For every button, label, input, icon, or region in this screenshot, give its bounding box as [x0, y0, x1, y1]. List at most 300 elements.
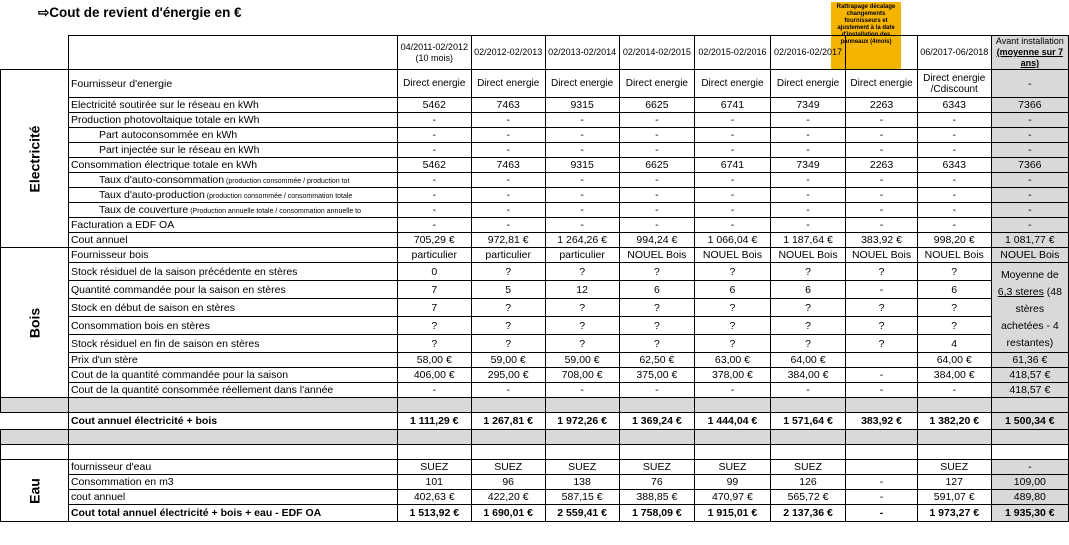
value-cell: 1 513,92 €	[397, 505, 471, 522]
table-row	[1, 413, 1069, 430]
spacer-cell	[917, 445, 991, 460]
table-row	[1, 158, 1069, 173]
value-cell: Direct energie	[846, 70, 917, 98]
value-cell: 1 187,64 €	[770, 233, 846, 248]
value-cell: -	[545, 188, 619, 203]
value-cell: particulier	[545, 248, 619, 263]
row-label: Stock résiduel en fin de saison en stères	[68, 335, 397, 353]
value-cell: 58,00 €	[397, 353, 471, 368]
period-header: 06/2017-06/2018	[917, 36, 991, 70]
value-cell: -	[695, 113, 771, 128]
row-label: Cout total annuel électricité + bois + eau - EDF OA	[68, 505, 397, 522]
value-cell: 2263	[846, 98, 917, 113]
row-label: Quantité commandée pour la saison en stères	[68, 281, 397, 299]
avg-cell: 418,57 €	[991, 383, 1068, 398]
corner-cell	[1, 36, 69, 70]
avg-cell: 61,36 €	[991, 353, 1068, 368]
table-row	[1, 203, 1069, 218]
value-cell: -	[770, 173, 846, 188]
value-cell: -	[917, 113, 991, 128]
value-cell: 406,00 €	[397, 368, 471, 383]
value-cell: -	[619, 143, 695, 158]
value-cell: 1 571,64 €	[770, 413, 846, 430]
row-label: Cout de la quantité consommée réellement dans l'année	[68, 383, 397, 398]
value-cell: SUEZ	[917, 460, 991, 475]
value-cell: 1 444,04 €	[695, 413, 771, 430]
spacer-cell	[770, 430, 846, 445]
spacer-cell	[397, 445, 471, 460]
section-label: Bois	[26, 307, 43, 338]
value-cell: 6741	[695, 158, 771, 173]
value-cell: 5462	[397, 158, 471, 173]
table-row	[1, 490, 1069, 505]
value-cell: 972,81 €	[471, 233, 545, 248]
value-cell: ?	[846, 317, 917, 335]
avg-cell: -	[991, 203, 1068, 218]
value-cell: -	[397, 203, 471, 218]
value-cell: -	[917, 188, 991, 203]
value-cell: SUEZ	[545, 460, 619, 475]
value-cell: 708,00 €	[545, 368, 619, 383]
row-label: Consommation bois en stères	[68, 317, 397, 335]
value-cell: 6	[917, 281, 991, 299]
spacer-cell	[471, 398, 545, 413]
value-cell: -	[770, 143, 846, 158]
avg-cell: -	[991, 188, 1068, 203]
spacer-cell	[545, 445, 619, 460]
value-cell: 6343	[917, 98, 991, 113]
value-cell: 1 972,26 €	[545, 413, 619, 430]
value-cell: -	[695, 203, 771, 218]
value-cell: -	[619, 383, 695, 398]
spacer-cell	[68, 430, 397, 445]
row-label	[68, 233, 397, 248]
value-cell: 2263	[846, 158, 917, 173]
value-cell: -	[695, 143, 771, 158]
value-cell: 7349	[770, 158, 846, 173]
value-cell: 998,20 €	[917, 233, 991, 248]
value-cell: -	[695, 218, 771, 233]
row-label-hint: (production consommée / production tot	[224, 178, 350, 185]
value-cell: ?	[770, 299, 846, 317]
spacer-cell	[619, 398, 695, 413]
value-cell: ?	[471, 299, 545, 317]
value-cell: -	[846, 505, 917, 522]
table-row	[1, 248, 1069, 263]
row-label	[68, 218, 397, 233]
spacer-cell	[619, 430, 695, 445]
row-label	[68, 203, 397, 218]
value-cell: 587,15 €	[545, 490, 619, 505]
avg-title: Avant installation	[995, 36, 1064, 46]
row-label	[68, 113, 397, 128]
value-cell: -	[846, 490, 917, 505]
value-cell: -	[846, 128, 917, 143]
spacer-cell	[917, 398, 991, 413]
value-cell: 64,00 €	[917, 353, 991, 368]
value-cell: 375,00 €	[619, 368, 695, 383]
value-cell: -	[846, 173, 917, 188]
table-row	[1, 460, 1069, 475]
value-cell: ?	[695, 335, 771, 353]
value-cell: 2 559,41 €	[545, 505, 619, 522]
value-cell: 1 690,01 €	[471, 505, 545, 522]
row-label	[68, 188, 397, 203]
value-cell: SUEZ	[770, 460, 846, 475]
table-row	[1, 430, 1069, 445]
table-row	[1, 233, 1069, 248]
value-cell: particulier	[397, 248, 471, 263]
period-header: 04/2011-02/2012 (10 mois)	[397, 36, 471, 70]
value-cell: 5	[471, 281, 545, 299]
row-label: Fournisseur d'energie	[68, 70, 397, 98]
value-cell: -	[619, 113, 695, 128]
value-cell: 138	[545, 475, 619, 490]
value-cell: -	[397, 173, 471, 188]
spacer-cell	[991, 398, 1068, 413]
spacer-cell	[695, 430, 771, 445]
value-cell: -	[397, 143, 471, 158]
value-cell: 0	[397, 263, 471, 281]
value-cell: -	[770, 218, 846, 233]
value-cell: 1 111,29 €	[397, 413, 471, 430]
value-cell: NOUEL Bois	[695, 248, 771, 263]
value-cell: 6	[695, 281, 771, 299]
row-label: Cout de la quantité commandée pour la saison	[68, 368, 397, 383]
value-cell: Direct energie	[397, 70, 471, 98]
value-cell: -	[770, 383, 846, 398]
spacer-cell	[1, 398, 69, 413]
value-cell: 99	[695, 475, 771, 490]
value-cell: -	[545, 128, 619, 143]
spacer-cell	[846, 430, 917, 445]
value-cell: -	[471, 203, 545, 218]
avg-merged-note	[991, 263, 1068, 353]
row-label-text: Taux d'auto-production	[98, 189, 205, 201]
value-cell: -	[917, 128, 991, 143]
table-row	[1, 299, 1069, 317]
avg-cell: 1 935,30 €	[991, 505, 1068, 522]
value-cell: 1 758,09 €	[619, 505, 695, 522]
value-cell: -	[917, 383, 991, 398]
value-cell: -	[397, 128, 471, 143]
value-cell: 6343	[917, 158, 991, 173]
table-row	[1, 353, 1069, 368]
value-cell: NOUEL Bois	[619, 248, 695, 263]
row-label-text: Taux d'auto-consommation	[98, 174, 225, 186]
value-cell: -	[545, 113, 619, 128]
value-cell: -	[545, 173, 619, 188]
page-title: ⇨Cout de revient d'énergie en €	[38, 5, 242, 20]
value-cell: ?	[695, 299, 771, 317]
spacer-cell	[397, 430, 471, 445]
value-cell: -	[846, 281, 917, 299]
spacer-cell	[770, 445, 846, 460]
value-cell: 378,00 €	[695, 368, 771, 383]
value-cell: 101	[397, 475, 471, 490]
value-cell: 4	[917, 335, 991, 353]
section-bois	[1, 248, 69, 398]
value-cell: 96	[471, 475, 545, 490]
row-label-text: Consommation électrique totale en kWh	[70, 159, 258, 171]
value-cell	[846, 460, 917, 475]
value-cell: 6625	[619, 158, 695, 173]
spacer-cell	[846, 445, 917, 460]
spacer-cell	[619, 445, 695, 460]
value-cell: 1 382,20 €	[917, 413, 991, 430]
value-cell: particulier	[471, 248, 545, 263]
value-cell: -	[545, 143, 619, 158]
avg-note-detail: (48 stères achetées - 4 restantes)	[1000, 286, 1062, 349]
value-cell: SUEZ	[397, 460, 471, 475]
row-label: Cout annuel électricité + bois	[68, 413, 397, 430]
avg-cell: 418,57 €	[991, 368, 1068, 383]
spacer-cell	[545, 430, 619, 445]
value-cell: ?	[917, 299, 991, 317]
value-cell: 7463	[471, 158, 545, 173]
value-cell: Direct energie	[545, 70, 619, 98]
value-cell: 6	[770, 281, 846, 299]
value-cell: -	[846, 383, 917, 398]
value-cell	[846, 353, 917, 368]
value-cell: 7349	[770, 98, 846, 113]
value-cell: -	[770, 128, 846, 143]
value-cell: 383,92 €	[846, 413, 917, 430]
spacer-cell	[1, 430, 69, 445]
value-cell: -	[545, 383, 619, 398]
section-eau	[1, 460, 69, 522]
value-cell: -	[846, 368, 917, 383]
value-cell: ?	[545, 263, 619, 281]
value-cell: -	[846, 203, 917, 218]
spacer-cell	[770, 398, 846, 413]
value-cell: ?	[397, 317, 471, 335]
value-cell: 9315	[545, 98, 619, 113]
value-cell: -	[917, 143, 991, 158]
value-cell: 12	[545, 281, 619, 299]
avg-cell: 7366	[991, 98, 1068, 113]
spacer-cell	[991, 430, 1068, 445]
avg-cell: -	[991, 143, 1068, 158]
value-cell: 1 915,01 €	[695, 505, 771, 522]
value-cell: 63,00 €	[695, 353, 771, 368]
value-cell: -	[471, 113, 545, 128]
period-header: 02/2014-02/2015	[619, 36, 695, 70]
value-cell: -	[695, 188, 771, 203]
row-label	[68, 128, 397, 143]
value-cell: 1 066,04 €	[695, 233, 771, 248]
value-cell: -	[397, 218, 471, 233]
value-cell: Direct energie	[695, 70, 771, 98]
value-cell: 388,85 €	[619, 490, 695, 505]
corner-cell	[1, 413, 69, 430]
table-row	[1, 368, 1069, 383]
value-cell: -	[471, 218, 545, 233]
value-cell: NOUEL Bois	[770, 248, 846, 263]
section-label: Electricité	[26, 125, 43, 192]
value-cell: 126	[770, 475, 846, 490]
spacer-cell	[68, 398, 397, 413]
row-label-text: Electricité soutirée sur le réseau en kWh	[70, 99, 259, 111]
avg-cell: -	[991, 173, 1068, 188]
avg-cell: -	[991, 460, 1068, 475]
avg-note-text: Moyenne de	[1000, 269, 1059, 281]
value-cell: Direct energie /Cdiscount	[917, 70, 991, 98]
value-cell: ?	[619, 317, 695, 335]
value-cell: SUEZ	[471, 460, 545, 475]
value-cell: -	[619, 173, 695, 188]
value-cell: 6741	[695, 98, 771, 113]
value-cell: 1 264,26 €	[545, 233, 619, 248]
value-cell: -	[917, 173, 991, 188]
value-cell: ?	[770, 335, 846, 353]
row-label: cout annuel	[68, 490, 397, 505]
adjustment-note: Rattrapage décalage changements fournisseurs et ajustement à la date d'installation des panneaux (4mois)	[831, 2, 901, 69]
value-cell: -	[695, 173, 771, 188]
value-cell: 59,00 €	[471, 353, 545, 368]
avg-cell: -	[991, 218, 1068, 233]
value-cell: -	[471, 188, 545, 203]
period-header: 02/2013-02/2014	[545, 36, 619, 70]
value-cell: ?	[846, 263, 917, 281]
value-cell: -	[695, 128, 771, 143]
value-cell: 76	[619, 475, 695, 490]
value-cell: -	[545, 218, 619, 233]
value-cell: 422,20 €	[471, 490, 545, 505]
value-cell: ?	[545, 299, 619, 317]
period-header: 02/2015-02/2016	[695, 36, 771, 70]
period-header	[846, 36, 917, 70]
value-cell: 705,29 €	[397, 233, 471, 248]
row-label-text: Part injectée sur le réseau en kWh	[98, 144, 260, 156]
value-cell: 7463	[471, 98, 545, 113]
table-row	[1, 383, 1069, 398]
avg-cell: -	[991, 113, 1068, 128]
value-cell: 295,00 €	[471, 368, 545, 383]
spacer-cell	[991, 445, 1068, 460]
avg-cell: -	[991, 70, 1068, 98]
row-label-hint: (Production annuelle totale / consommation annuelle to	[188, 208, 362, 215]
value-cell: -	[695, 383, 771, 398]
value-cell: -	[846, 218, 917, 233]
table-row	[1, 263, 1069, 281]
value-cell: 994,24 €	[619, 233, 695, 248]
table-row	[1, 317, 1069, 335]
avg-cell: 109,00	[991, 475, 1068, 490]
value-cell: -	[770, 113, 846, 128]
value-cell: Direct energie	[770, 70, 846, 98]
period-header: 02/2016-02/2017	[770, 36, 846, 70]
spacer-cell	[695, 445, 771, 460]
row-label: fournisseur d'eau	[68, 460, 397, 475]
table-row	[1, 445, 1069, 460]
value-cell: -	[471, 173, 545, 188]
value-cell: ?	[695, 317, 771, 335]
table-row	[1, 335, 1069, 353]
row-label: Fournisseur bois	[68, 248, 397, 263]
spacer-cell	[397, 398, 471, 413]
value-cell: ?	[619, 299, 695, 317]
table-row	[1, 281, 1069, 299]
value-cell: ?	[545, 335, 619, 353]
value-cell: 384,00 €	[770, 368, 846, 383]
row-label-text: Production photovoltaique totale en kWh	[70, 114, 260, 126]
table-row	[1, 398, 1069, 413]
section-electricite	[1, 70, 69, 248]
value-cell: ?	[471, 263, 545, 281]
value-cell: 402,63 €	[397, 490, 471, 505]
value-cell: 1 369,24 €	[619, 413, 695, 430]
value-cell: 62,50 €	[619, 353, 695, 368]
row-label: Stock résiduel de la saison précédente en stères	[68, 263, 397, 281]
table-row	[1, 70, 1069, 98]
value-cell: 470,97 €	[695, 490, 771, 505]
value-cell: -	[770, 203, 846, 218]
period-header: 02/2012-02/2013	[471, 36, 545, 70]
value-cell: -	[397, 188, 471, 203]
row-label	[68, 143, 397, 158]
value-cell: 6625	[619, 98, 695, 113]
value-cell: -	[471, 383, 545, 398]
spacer-cell	[846, 398, 917, 413]
value-cell: ?	[695, 263, 771, 281]
value-cell: 1 267,81 €	[471, 413, 545, 430]
value-cell: NOUEL Bois	[917, 248, 991, 263]
value-cell: -	[397, 383, 471, 398]
avg-cell: NOUEL Bois	[991, 248, 1068, 263]
value-cell: 7	[397, 281, 471, 299]
value-cell: ?	[917, 263, 991, 281]
spacer-cell	[1, 445, 69, 460]
row-label-text: Cout annuel	[70, 234, 128, 246]
value-cell: -	[545, 203, 619, 218]
avg-cell: 489,80	[991, 490, 1068, 505]
avg-cell: -	[991, 128, 1068, 143]
table-row	[1, 128, 1069, 143]
value-cell: -	[770, 188, 846, 203]
value-cell: 9315	[545, 158, 619, 173]
value-cell: 591,07 €	[917, 490, 991, 505]
value-cell: -	[471, 143, 545, 158]
table-row	[1, 98, 1069, 113]
value-cell: ?	[770, 317, 846, 335]
table-row	[1, 143, 1069, 158]
avg-cell: 1 500,34 €	[991, 413, 1068, 430]
value-cell: 2 137,36 €	[770, 505, 846, 522]
spacer-cell	[471, 430, 545, 445]
avg-header	[991, 36, 1068, 70]
value-cell: 6	[619, 281, 695, 299]
row-label-text: Taux de couverture	[98, 204, 189, 216]
value-cell: -	[846, 188, 917, 203]
avg-note-link: 6,3 steres	[997, 286, 1044, 298]
row-label: Consommation en m3	[68, 475, 397, 490]
spacer-cell	[695, 398, 771, 413]
spacer-cell	[471, 445, 545, 460]
row-label-text: Facturation a EDF OA	[70, 219, 175, 231]
table-row	[1, 218, 1069, 233]
row-label-hint: (production consommée / consommation totale	[204, 193, 353, 200]
table-row	[1, 505, 1069, 522]
value-cell: Direct energie	[619, 70, 695, 98]
value-cell: NOUEL Bois	[846, 248, 917, 263]
value-cell: ?	[846, 299, 917, 317]
energy-cost-table	[0, 35, 1069, 522]
section-label: Eau	[26, 477, 43, 504]
table-row	[1, 188, 1069, 203]
value-cell: 565,72 €	[770, 490, 846, 505]
value-cell: 64,00 €	[770, 353, 846, 368]
